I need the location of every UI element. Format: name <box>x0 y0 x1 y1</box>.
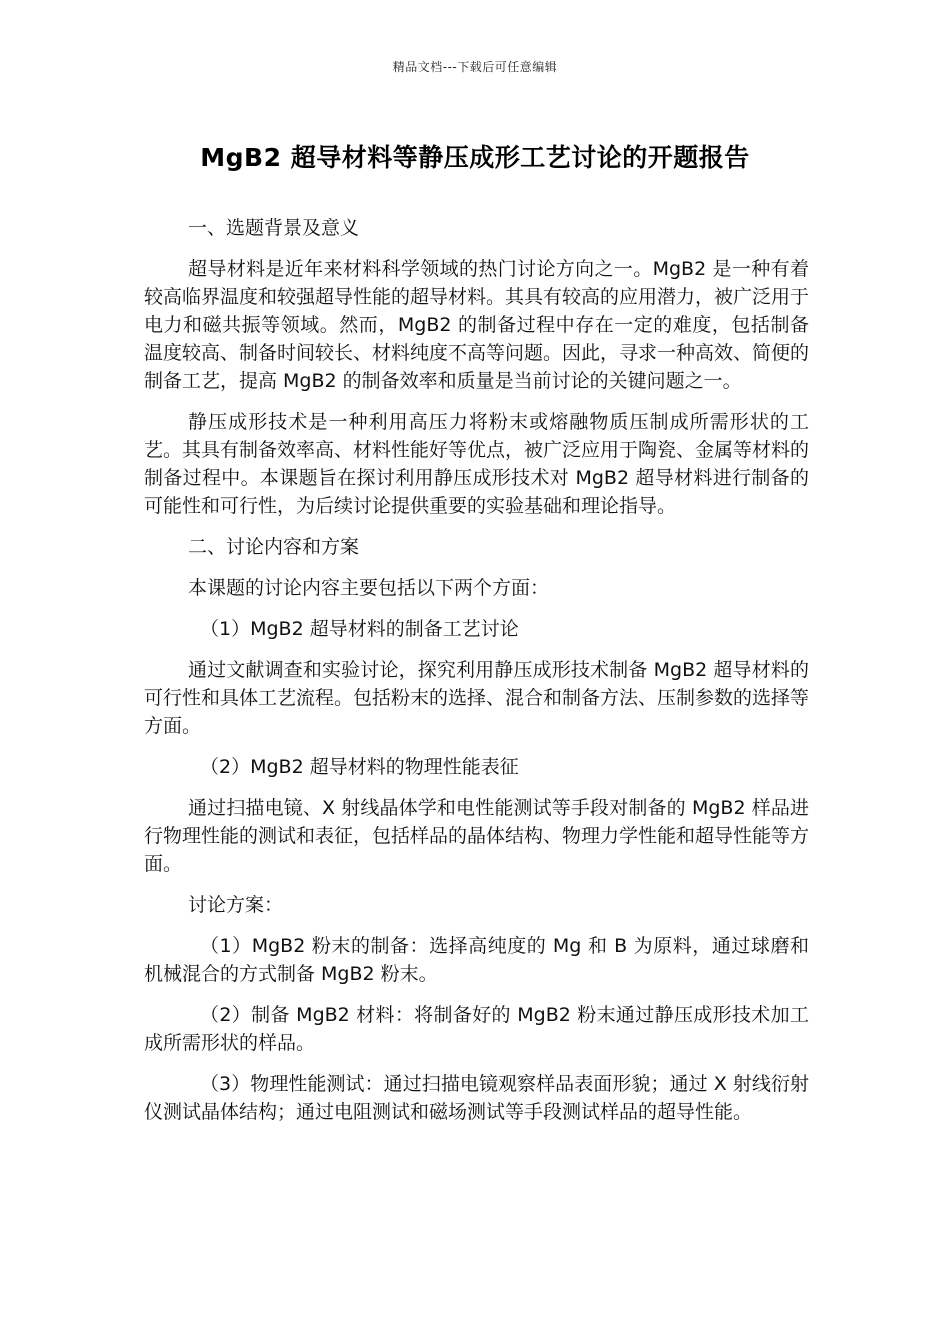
label-plan: 讨论方案： <box>188 894 284 916</box>
document-title: MgB2 超导材料等静压成形工艺讨论的开题报告 <box>200 143 750 172</box>
section-heading-background: 一、选题背景及意义 <box>188 217 360 239</box>
paragraph-static-pressing: 静压成形技术是一种利用高压力将粉末或熔融物质压制成所需形状的工艺。其具有制备效率高、材料性能好等优点，被广泛应用于陶瓷、金属等材料的制备过程中。本课题旨在探讨利用静压成形技术对 MgB2 超导材料进行制备的可能性和可行性，为后续讨论提供重要的实验基础和理论指导。 <box>144 411 810 517</box>
section-heading-content-plan: 二、讨论内容和方案 <box>188 536 360 558</box>
paragraph-preparation-process: 通过文献调查和实验讨论，探究利用静压成形技术制备 MgB2 超导材料的可行性和具体工艺流程。包括粉末的选择、混合和制备方法、压制参数的选择等方面。 <box>144 659 810 737</box>
plan-step-material: （2）制备 MgB2 材料：将制备好的 MgB2 粉末通过静压成形技术加工成所需形状的样品。 <box>144 1004 809 1054</box>
plan-step-powder: （1）MgB2 粉末的制备：选择高纯度的 Mg 和 B 为原料，通过球磨和机械混合的方式制备 MgB2 粉末。 <box>144 935 809 985</box>
paragraph-physical-characterization: 通过扫描电镜、X 射线晶体学和电性能测试等手段对制备的 MgB2 样品进行物理性能的测试和表征，包括样品的晶体结构、物理力学性能和超导性能等方面。 <box>144 797 810 875</box>
subheading-preparation-process: （1）MgB2 超导材料的制备工艺讨论 <box>200 618 519 640</box>
subheading-physical-characterization: （2）MgB2 超导材料的物理性能表征 <box>200 756 519 778</box>
document-body <box>144 214 809 1139</box>
paragraph-content-overview: 本课题的讨论内容主要包括以下两个方面： <box>188 577 550 599</box>
plan-step-testing: （3）物理性能测试：通过扫描电镜观察样品表面形貌；通过 X 射线衍射仪测试晶体结构；通过电阻测试和磁场测试等手段测试样品的超导性能。 <box>144 1073 809 1123</box>
paragraph-superconductor-intro: 超导材料是近年来材料科学领域的热门讨论方向之一。MgB2 是一种有着较高临界温度和较强超导性能的超导材料。其具有较高的应用潜力，被广泛用于电力和磁共振等领域。然而，MgB2 的制备过程中存在一定的难度，包括制备温度较高、制备时间较长、材料纯度不高等问题。因此，寻求一种高效、简便的制备工艺，提高 MgB2 的制备效率和质量是当前讨论的关键问题之一。 <box>144 258 810 392</box>
header-note: 精品文档---下载后可任意编辑 <box>392 60 558 74</box>
